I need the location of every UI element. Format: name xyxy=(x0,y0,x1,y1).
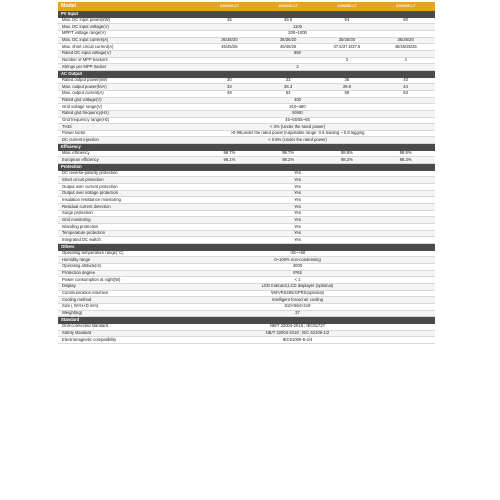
spec-label: Short circuit protection xyxy=(62,177,104,182)
spec-value: IEC61000-6-2/4 xyxy=(282,337,313,342)
spec-label: THDi xyxy=(62,124,72,129)
spec-value: 45/45/25/25 xyxy=(394,44,417,49)
spec-value: 53 xyxy=(285,90,291,96)
spec-value: 98.8% xyxy=(399,150,412,156)
model-name: ASW50K-LT xyxy=(396,4,416,9)
spec-label: Max. short circuit current(A) xyxy=(62,44,114,49)
spec-row xyxy=(58,151,435,158)
model-header-row xyxy=(58,2,435,11)
spec-value: 45/45/25 xyxy=(279,44,297,49)
spec-row xyxy=(58,104,435,111)
model-name: ASW40K-LT xyxy=(219,4,239,9)
spec-row xyxy=(58,271,435,278)
spec-value: 36/36/20 xyxy=(221,37,238,43)
spec-value: 49.5 xyxy=(284,17,293,23)
spec-row xyxy=(58,58,435,65)
spec-value: Yes xyxy=(294,217,301,222)
spec-table-body xyxy=(58,11,435,344)
spec-row xyxy=(58,304,435,311)
spec-value: 44 xyxy=(403,84,408,89)
spec-row xyxy=(58,211,435,218)
spec-value: 37 xyxy=(295,310,300,316)
spec-value: 98.3% xyxy=(399,157,412,162)
spec-row xyxy=(58,177,435,184)
spec-value: 98.2% xyxy=(340,157,353,162)
spec-value: Yes xyxy=(294,230,301,236)
spec-label: Rated grid voltage(V) xyxy=(62,97,102,103)
spec-value: 36 xyxy=(344,77,350,83)
spec-row xyxy=(58,197,435,204)
spec-value: Yes xyxy=(294,190,301,196)
spec-value: WiFi/RS485/GPRS(optional) xyxy=(271,290,324,296)
spec-row xyxy=(58,311,435,318)
section-header: Standard xyxy=(58,317,435,324)
spec-label: Communication interface xyxy=(62,290,109,296)
spec-value: 60 xyxy=(403,17,408,23)
spec-label: Grid frequency range(Hz) xyxy=(62,117,110,122)
spec-label: Grid voltage range(V) xyxy=(62,104,103,109)
spec-label: Max. output power(kVA) xyxy=(62,84,107,89)
spec-label: Number of MPP trackers xyxy=(62,57,108,63)
spec-value: Yes xyxy=(294,204,301,209)
spec-row xyxy=(58,64,435,71)
spec-row xyxy=(58,217,435,224)
spec-value: Yes xyxy=(294,197,301,202)
spec-value: 200~1000 xyxy=(288,30,307,36)
spec-row xyxy=(58,98,435,105)
spec-value: 54 xyxy=(344,17,350,23)
spec-value: 650 xyxy=(294,50,301,56)
spec-value: -25~+60 xyxy=(289,250,306,256)
spec-value: IP65 xyxy=(293,270,302,276)
spec-value: 63 xyxy=(403,90,408,96)
spec-value: 39.6 xyxy=(342,84,351,89)
spec-label: Insulation resistance monitoring xyxy=(62,197,121,202)
spec-value: 58 xyxy=(344,90,350,96)
spec-value: 98.7% xyxy=(282,150,295,156)
spec-row xyxy=(58,18,435,25)
spec-value: 33 xyxy=(227,84,232,89)
spec-value: 36/36/20 xyxy=(397,37,414,43)
spec-row xyxy=(58,337,435,344)
spec-value: < 3% (Under the rated power) xyxy=(269,124,326,129)
spec-row xyxy=(58,184,435,191)
spec-label: Strings per MPP tracker xyxy=(62,64,107,69)
spec-value: >0.99(under the rated power)Adjustable range: 0.8 leading ~ 0.8 lagging xyxy=(230,130,365,136)
section-header: Others xyxy=(58,244,435,251)
spec-row xyxy=(58,331,435,338)
spec-row xyxy=(58,284,435,291)
spec-row xyxy=(58,171,435,178)
spec-value: 98.7% xyxy=(223,150,236,156)
spec-row xyxy=(58,191,435,198)
spec-label: Protection degree xyxy=(62,270,96,276)
spec-row xyxy=(58,224,435,231)
model-header-label: Model xyxy=(61,3,76,10)
spec-value: Yes xyxy=(294,237,301,242)
spec-value: 4 xyxy=(404,57,407,63)
spec-label: Safety standard xyxy=(62,330,92,335)
model-name: ASW40K-LT xyxy=(278,4,298,9)
spec-value: 37.5/37.5/37.5 xyxy=(333,44,361,49)
spec-label: Power consumption at night(W) xyxy=(62,277,121,282)
model-name: ASW50K-LT xyxy=(337,4,357,9)
spec-value: Yes xyxy=(294,177,301,182)
spec-label: Temperature protection xyxy=(62,230,106,236)
spec-value: 4000 xyxy=(292,263,303,269)
spec-row xyxy=(58,38,435,45)
section-header: Protection xyxy=(58,164,435,171)
spec-row xyxy=(58,204,435,211)
spec-row xyxy=(58,157,435,164)
spec-value: 48 xyxy=(227,90,232,96)
spec-row xyxy=(58,84,435,91)
spec-label: Operating temperature range(°C) xyxy=(62,250,124,256)
spec-row xyxy=(58,111,435,118)
spec-row xyxy=(58,277,435,284)
spec-value: 45~55/55~65 xyxy=(285,117,310,122)
spec-row xyxy=(58,124,435,131)
spec-value: 36.3 xyxy=(284,84,293,89)
spec-value: 2 xyxy=(296,64,299,69)
spec-value: Yes xyxy=(294,184,301,189)
spec-label: DC current injection xyxy=(62,137,99,142)
section-header: PV Input xyxy=(58,11,435,18)
section-header: Efficiency xyxy=(58,144,435,151)
spec-label: Rated output power(kW) xyxy=(62,77,108,83)
spec-label: Max. DC input current(A) xyxy=(62,37,109,43)
spec-label: Display xyxy=(62,283,76,289)
spec-row xyxy=(58,137,435,144)
spec-row xyxy=(58,131,435,138)
spec-row xyxy=(58,297,435,304)
spec-label: Rated grid frequency(Hz) xyxy=(62,110,109,116)
spec-sheet xyxy=(58,2,435,344)
spec-value: 45 xyxy=(227,17,232,23)
spec-label: Output over voltage protection xyxy=(62,190,119,196)
spec-value: NB/T 32004-2018 ; IEC 62109-1/2 xyxy=(265,330,330,335)
spec-label: Power factor xyxy=(62,130,86,136)
spec-value: 98.2% xyxy=(282,157,295,162)
spec-label: Rated DC input voltage(V) xyxy=(62,50,111,56)
spec-value: 30/30/30 xyxy=(338,37,356,43)
spec-row xyxy=(58,257,435,264)
spec-label: Output over current protection xyxy=(62,184,118,189)
spec-value: < 1 xyxy=(294,277,301,282)
spec-value: 0~100% non-condensing xyxy=(274,257,321,262)
spec-row xyxy=(58,91,435,98)
spec-value: 33 xyxy=(285,77,291,83)
spec-value: 40 xyxy=(403,77,408,83)
spec-row xyxy=(58,24,435,31)
spec-value: 310~480 xyxy=(289,104,306,109)
spec-value: 98.8% xyxy=(340,150,353,156)
spec-label: Grid-connected standard xyxy=(62,323,109,329)
spec-row xyxy=(58,31,435,38)
spec-row xyxy=(58,251,435,258)
section-header: AC Output xyxy=(58,71,435,78)
spec-row xyxy=(58,118,435,125)
spec-row xyxy=(58,44,435,51)
spec-label: Grid monitoring xyxy=(62,217,91,222)
spec-label: Max. output current(A) xyxy=(62,90,104,96)
spec-value: 3 xyxy=(345,57,349,63)
spec-label: Islanding protection xyxy=(62,224,99,229)
spec-value: 1100 xyxy=(292,24,302,29)
spec-row xyxy=(58,231,435,238)
spec-label: Size ( W×H×D mm) xyxy=(62,303,99,309)
spec-value: 45/45/25 xyxy=(221,44,238,49)
spec-value: NB/T 32004-2018 ; IEC61727 xyxy=(269,323,326,329)
spec-row xyxy=(58,291,435,298)
spec-value: 50/60 xyxy=(292,110,303,116)
spec-label: European efficiency xyxy=(62,157,99,162)
spec-value: 610×564×218 xyxy=(284,303,311,309)
spec-label: Humidity range xyxy=(62,257,91,262)
spec-value: Yes xyxy=(294,170,301,176)
spec-value: Yes xyxy=(294,224,301,229)
spec-label: DC reverse-polarity protection xyxy=(62,170,118,176)
spec-value: Intelligent forced air cooling xyxy=(272,297,323,302)
spec-label: Max. efficiency xyxy=(62,150,90,156)
spec-row xyxy=(58,324,435,331)
spec-value: < 0.5% (Under the rated power) xyxy=(268,137,327,142)
spec-value: Yes xyxy=(294,210,301,216)
spec-value: LED Indicator,LCD displayer (optional) xyxy=(261,283,334,289)
spec-label: MPPT voltage range(V) xyxy=(62,30,106,36)
spec-label: Electromagnetic compatibility xyxy=(62,337,117,342)
spec-row xyxy=(58,264,435,271)
spec-label: Weight(kg) xyxy=(62,310,83,316)
spec-label: Max. DC input power(kW) xyxy=(62,17,110,23)
spec-row xyxy=(58,51,435,58)
spec-label: Surge protection xyxy=(62,210,93,216)
spec-label: Max. DC input voltage(V) xyxy=(62,24,109,29)
spec-row xyxy=(58,78,435,85)
spec-label: Operating altitude(m) xyxy=(62,263,102,269)
spec-label: Residual current detection xyxy=(62,204,111,209)
spec-value: 36/36/20 xyxy=(279,37,297,43)
spec-label: Integrated DC switch xyxy=(62,237,101,242)
spec-value: 30 xyxy=(227,77,232,83)
spec-row xyxy=(58,237,435,244)
spec-value: 98.1% xyxy=(223,157,236,162)
spec-label: Cooling method xyxy=(62,297,92,302)
spec-value: 400 xyxy=(294,97,301,103)
